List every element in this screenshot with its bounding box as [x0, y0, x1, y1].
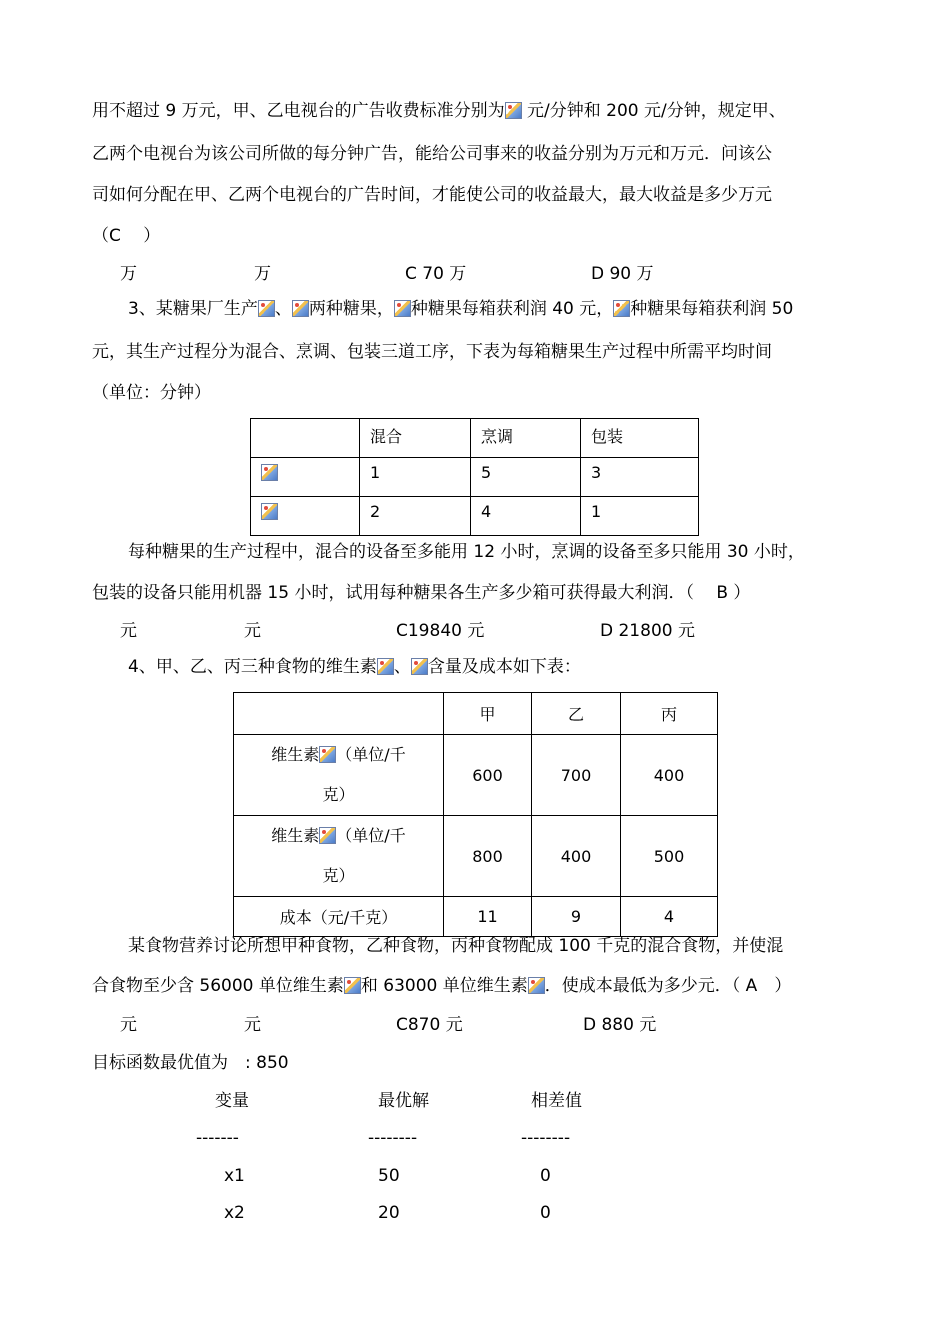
- q3-time-table: [250, 418, 699, 536]
- table-cell: 1: [360, 458, 471, 497]
- result-row-value: 20: [378, 1203, 400, 1223]
- table-header-cell: 乙: [532, 693, 621, 735]
- table-cell: 600: [444, 735, 532, 816]
- table-cell: 2: [360, 497, 471, 536]
- result-divider: --------: [521, 1128, 571, 1148]
- q4-option-b: 元: [244, 1015, 261, 1035]
- table-row-label: 维生素 （单位/千 克）: [234, 735, 444, 816]
- formula-image-icon: [528, 977, 545, 994]
- table-row: [251, 497, 699, 536]
- result-row-difference: 0: [540, 1203, 551, 1223]
- formula-image-icon: [411, 658, 428, 675]
- table-cell: 700: [532, 735, 621, 816]
- table-header-cell: 丙: [621, 693, 718, 735]
- table-cell: 5: [471, 458, 581, 497]
- formula-image-icon: [377, 658, 394, 675]
- table-row: [251, 458, 699, 497]
- table-cell: 400: [532, 816, 621, 897]
- table-row-label: [251, 458, 360, 497]
- table-cell: [251, 419, 360, 458]
- result-header-variable: 变量: [215, 1091, 249, 1111]
- table-row-label: 维生素 （单位/千 克）: [234, 816, 444, 897]
- q4-after-line-2: 合食物至少含 56000 单位维生素 和 63000 单位维生素 ．使成本最低为多少元．（ A ）: [92, 976, 792, 996]
- q4-after-line-1: 某食物营养讨论所想甲种食物，乙种食物，丙种食物配成 100 千克的混合食物，并使混: [128, 936, 784, 956]
- result-row-value: 50: [378, 1166, 400, 1186]
- q3-option-b: 元: [244, 621, 261, 641]
- intro-option-c: C 70 万: [405, 264, 467, 284]
- q4-option-c: C870 元: [396, 1015, 463, 1035]
- q3-after-line-1: 每种糖果的生产过程中，混合的设备至多能用 12 小时，烹调的设备至多只能用 30 小时，: [128, 542, 805, 562]
- intro-line-3: 司如何分配在甲、乙两个电视台的广告时间，才能使公司的收益最大，最大收益是多少万元: [92, 185, 772, 205]
- result-row-variable: x2: [224, 1203, 245, 1223]
- table-row: [234, 816, 718, 897]
- intro-option-b: 万: [254, 264, 271, 284]
- table-cell: [234, 693, 444, 735]
- table-cell: 3: [581, 458, 699, 497]
- table-cell: 800: [444, 816, 532, 897]
- q4-vitamin-table: [233, 692, 718, 937]
- table-cell: 11: [444, 897, 532, 937]
- formula-image-icon: [261, 464, 278, 481]
- table-row-label: 成本（元/千克）: [234, 897, 444, 937]
- table-header-cell: 包装: [581, 419, 699, 458]
- q3-option-c: C19840 元: [396, 621, 485, 641]
- intro-line-1: 用不超过 9 万元，甲、乙电视台的广告收费标准分别为 元/分钟和 200 元/分钟，规定甲、: [92, 101, 786, 121]
- q3-option-a: 元: [120, 621, 137, 641]
- formula-image-icon: [394, 300, 411, 317]
- formula-image-icon: [258, 300, 275, 317]
- formula-image-icon: [261, 503, 278, 520]
- q3-line-3: （单位：分钟）: [92, 383, 211, 403]
- intro-option-d: D 90 万: [591, 264, 654, 284]
- intro-option-a: 万: [120, 264, 137, 284]
- table-cell: 400: [621, 735, 718, 816]
- table-header-cell: 混合: [360, 419, 471, 458]
- table-cell: 500: [621, 816, 718, 897]
- table-header-cell: 甲: [444, 693, 532, 735]
- q3-option-d: D 21800 元: [600, 621, 695, 641]
- table-cell: 9: [532, 897, 621, 937]
- result-header-difference: 相差值: [531, 1091, 582, 1111]
- table-header-row: [234, 693, 718, 735]
- formula-image-icon: [319, 746, 336, 763]
- result-row-difference: 0: [540, 1166, 551, 1186]
- formula-image-icon: [613, 300, 630, 317]
- table-row: [234, 897, 718, 937]
- formula-image-icon: [505, 102, 522, 119]
- objective-value: 目标函数最优值为 : 850: [92, 1053, 289, 1073]
- result-divider: --------: [368, 1128, 418, 1148]
- formula-image-icon: [344, 977, 361, 994]
- q3-line-2: 元，其生产过程分为混合、烹调、包装三道工序，下表为每箱糖果生产过程中所需平均时间: [92, 342, 772, 362]
- q4-line-1: 4、甲、乙、丙三种食物的维生素 、 含量及成本如下表：: [128, 657, 581, 677]
- formula-image-icon: [292, 300, 309, 317]
- intro-line-2: 乙两个电视台为该公司所做的每分钟广告，能给公司事来的收益分别为万元和万元．问该公: [92, 144, 772, 164]
- table-row-label: [251, 497, 360, 536]
- table-header-row: [251, 419, 699, 458]
- table-cell: 1: [581, 497, 699, 536]
- intro-answer: （C ）: [92, 226, 161, 246]
- q4-option-a: 元: [120, 1015, 137, 1035]
- q4-option-d: D 880 元: [583, 1015, 657, 1035]
- result-header-optimal: 最优解: [378, 1091, 429, 1111]
- q3-line-1: 3、某糖果厂生产 、 两种糖果， 种糖果每箱获利润 40 元， 种糖果每箱获利润 50: [128, 299, 794, 319]
- table-cell: 4: [471, 497, 581, 536]
- result-row-variable: x1: [224, 1166, 245, 1186]
- table-header-cell: 烹调: [471, 419, 581, 458]
- q3-after-line-2: 包装的设备只能用机器 15 小时，试用每种糖果各生产多少箱可获得最大利润．（ B ）: [92, 583, 751, 603]
- table-cell: 4: [621, 897, 718, 937]
- formula-image-icon: [319, 827, 336, 844]
- result-divider: -------: [196, 1128, 239, 1148]
- table-row: [234, 735, 718, 816]
